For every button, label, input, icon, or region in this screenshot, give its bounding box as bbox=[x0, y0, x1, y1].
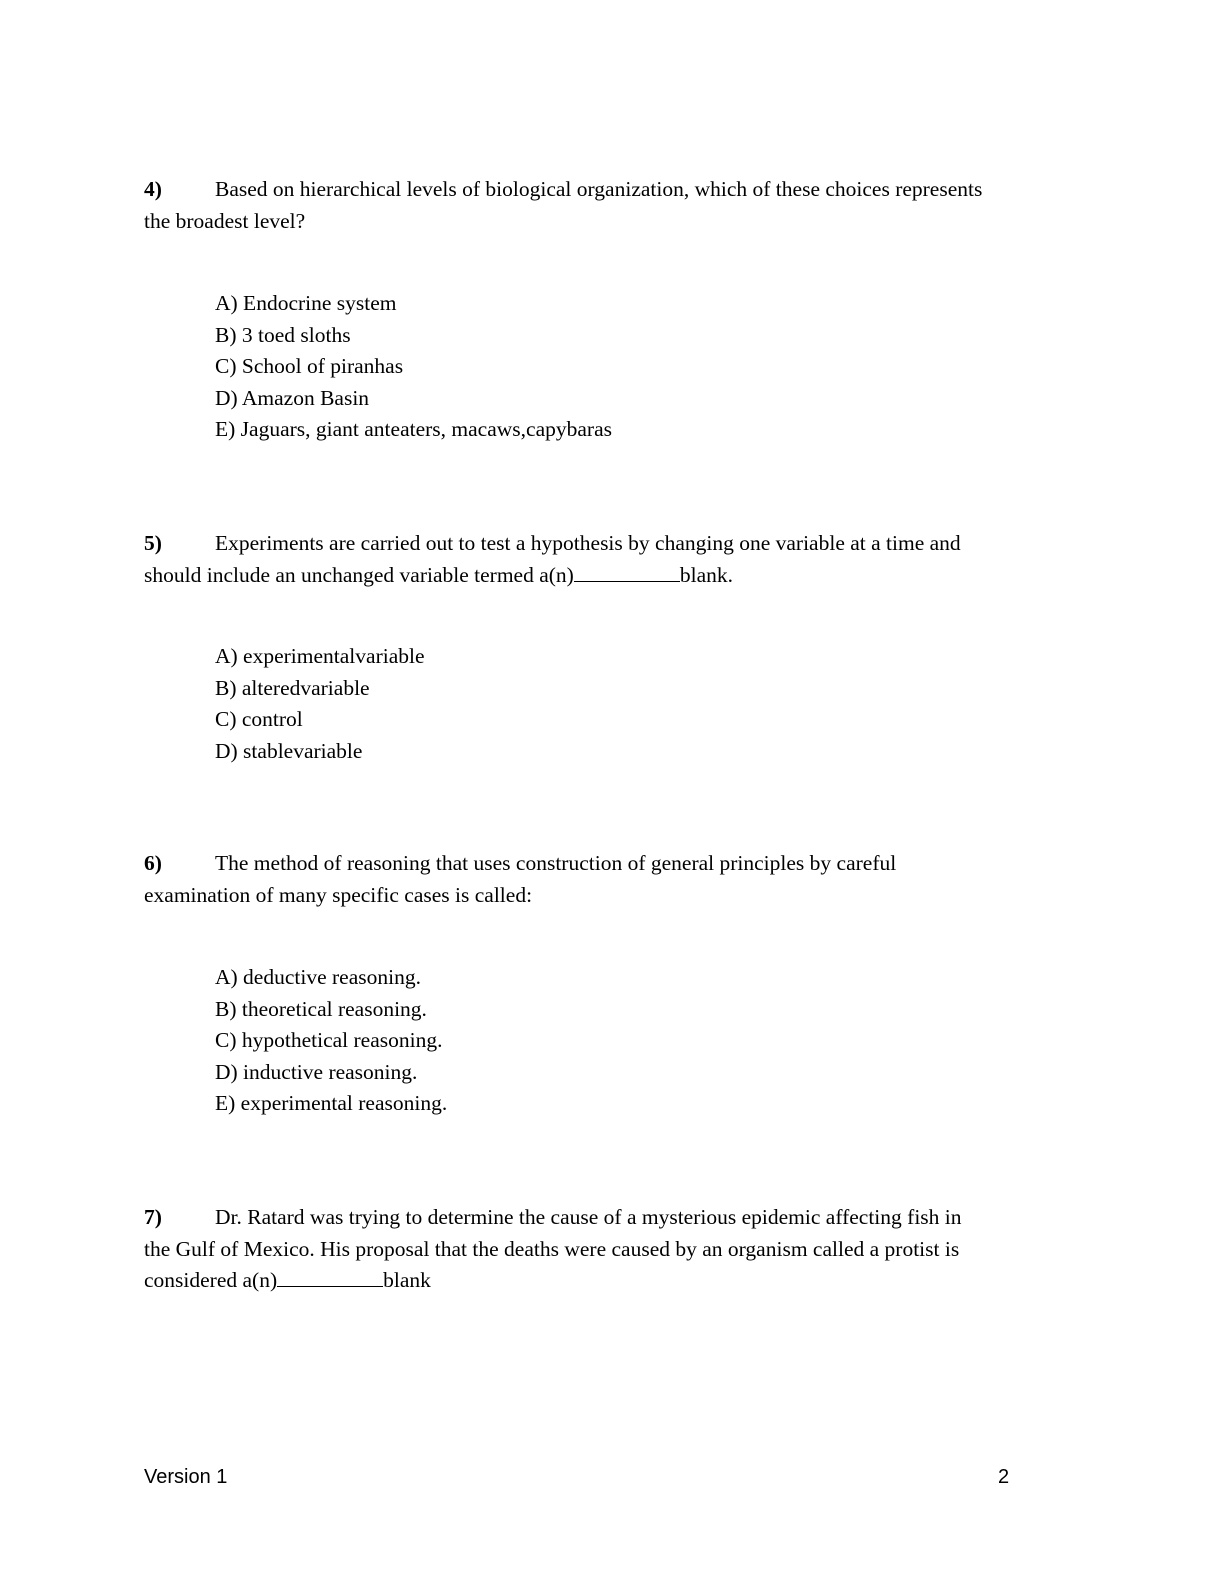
question-stem bbox=[144, 528, 1074, 591]
stem-line-1: Experiments are carried out to test a hypothesis by changing one variable at a time and bbox=[215, 531, 961, 555]
option-b: B) 3 toed sloths bbox=[215, 322, 351, 347]
stem-line-3-pre: considered a(n) bbox=[144, 1268, 278, 1292]
question-stem bbox=[144, 848, 1074, 911]
stem-line-1: Based on hierarchical levels of biological organization, which of these choices represents bbox=[215, 177, 983, 201]
option-d: D) inductive reasoning. bbox=[215, 1059, 418, 1084]
option-c: C) School of piranhas bbox=[215, 354, 404, 378]
stem-line-1: Dr. Ratard was trying to determine the cause of a mysterious epidemic affecting fish in bbox=[215, 1205, 962, 1229]
footer-page-number: 2 bbox=[998, 1466, 1010, 1488]
answer-options bbox=[215, 641, 425, 767]
question-number: 6) bbox=[144, 851, 162, 875]
fill-in-blank bbox=[574, 563, 680, 582]
answer-options bbox=[215, 288, 612, 446]
question-number: 5) bbox=[144, 531, 162, 555]
option-b: B) theoretical reasoning. bbox=[215, 996, 427, 1021]
question-stem bbox=[144, 174, 1074, 237]
stem-line-2-post: blank. bbox=[679, 562, 733, 587]
option-d: D) Amazon Basin bbox=[215, 385, 370, 410]
option-a: A) experimentalvariable bbox=[215, 644, 425, 668]
answer-options bbox=[215, 962, 447, 1120]
question-6 bbox=[144, 848, 1074, 1115]
question-5 bbox=[144, 528, 1074, 763]
option-d: D) stablevariable bbox=[215, 738, 363, 763]
question-stem bbox=[144, 1202, 1074, 1297]
question-4 bbox=[144, 174, 1074, 441]
option-e: E) experimental reasoning. bbox=[215, 1091, 448, 1115]
option-b: B) alteredvariable bbox=[215, 675, 370, 700]
stem-line-2: examination of many specific cases is called: bbox=[144, 882, 533, 907]
option-c: C) control bbox=[215, 707, 303, 731]
stem-line-1: The method of reasoning that uses construction of general principles by careful bbox=[215, 851, 897, 875]
option-e: E) Jaguars, giant anteaters, macaws,capybaras bbox=[215, 417, 612, 441]
stem-line-3-post: blank bbox=[383, 1268, 431, 1292]
stem-line-2: the Gulf of Mexico. His proposal that the deaths were caused by an organism called a protist is bbox=[144, 1236, 960, 1261]
fill-in-blank bbox=[277, 1268, 383, 1287]
stem-line-2: the broadest level? bbox=[144, 208, 306, 233]
stem-line-2-pre: should include an unchanged variable termed a(n) bbox=[144, 562, 574, 587]
question-7 bbox=[144, 1202, 1074, 1297]
question-number: 7) bbox=[144, 1205, 162, 1229]
footer-version: Version 1 bbox=[144, 1466, 228, 1488]
option-a: A) deductive reasoning. bbox=[215, 965, 421, 989]
option-a: A) Endocrine system bbox=[215, 291, 397, 315]
option-c: C) hypothetical reasoning. bbox=[215, 1028, 443, 1052]
question-number: 4) bbox=[144, 177, 162, 201]
